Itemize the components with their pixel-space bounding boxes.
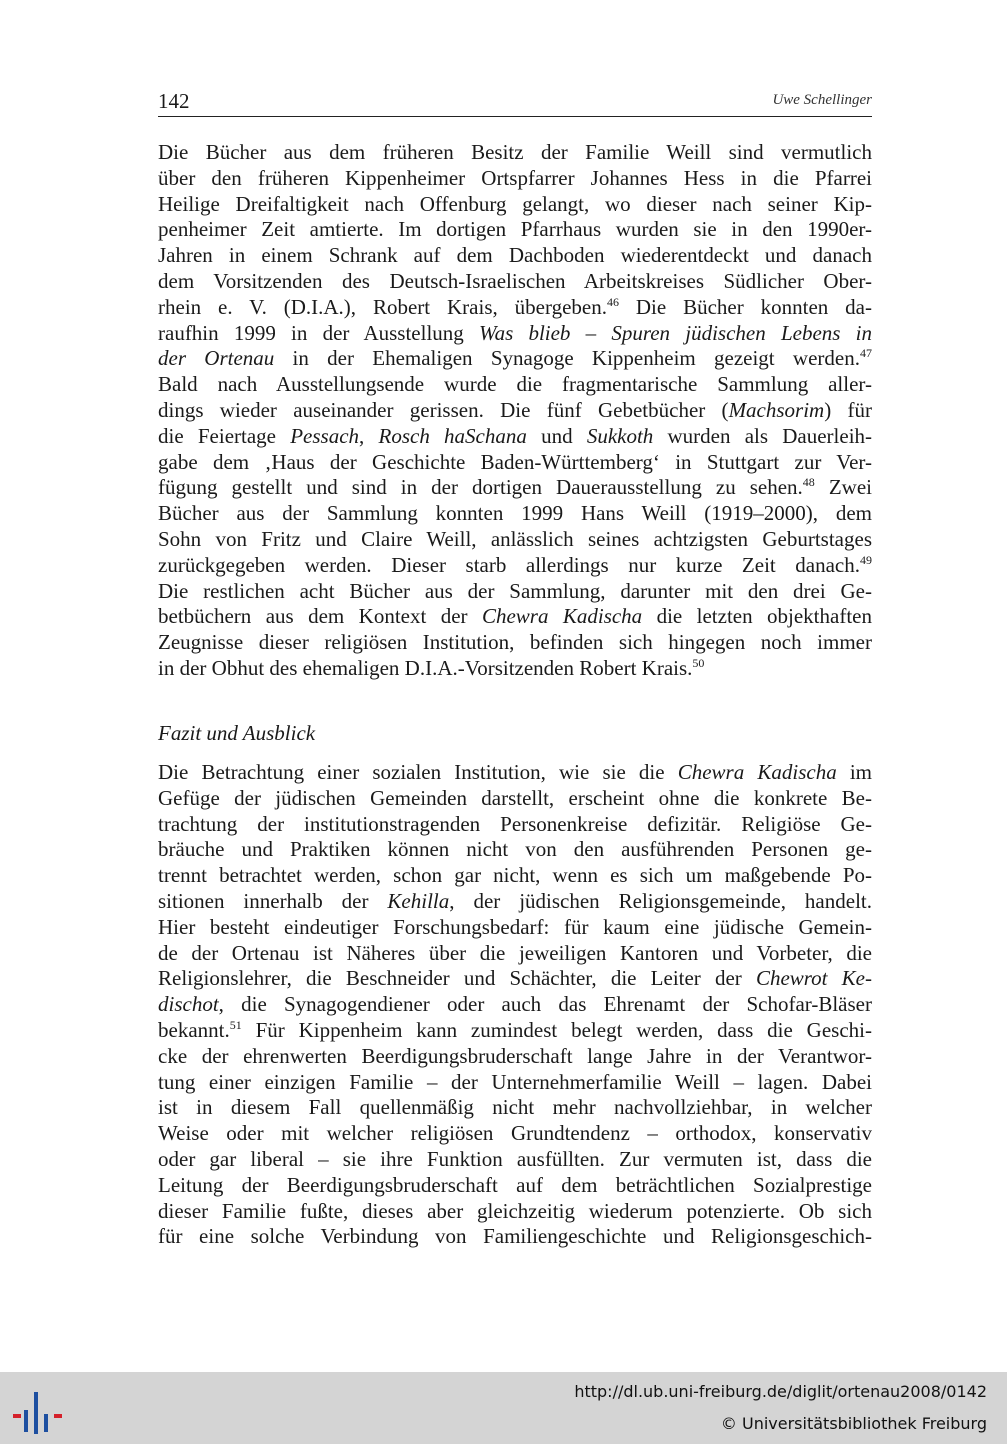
footnote-51: 51 [229, 1017, 242, 1032]
text-line: Leitung der Beerdigungsbruderschaft auf dem beträchtlichen Sozialprestige [158, 1172, 872, 1197]
footnote-50: 50 [692, 655, 705, 670]
text-line [158, 889, 872, 915]
text-line: de der Ortenau ist Näheres über die jeweiligen Kantoren und Vorbeter, die [158, 940, 872, 965]
text-run: in der Obhut des ehemaligen D.I.A.-Vorsitzenden Robert Krais. [158, 655, 693, 680]
text-line: Die Bücher aus dem früheren Besitz der Familie Weill sind vermutlich [158, 140, 872, 164]
text-line [158, 398, 872, 424]
text-run: bekannt. [158, 1017, 230, 1042]
text-line: trennt betrachtet werden, schon gar nicht, wenn es sich um maßgebende Po- [158, 863, 872, 888]
running-head-author: Uwe Schellinger [772, 92, 872, 108]
text-run: Die Bücher konnten da- [618, 294, 872, 319]
text-line [158, 992, 872, 1018]
text-run: sitionen innerhalb der [158, 888, 388, 913]
text-line: Jahren in einem Schrank auf dem Dachboden wiederentdeckt und danach [158, 243, 872, 268]
italic-term: Machsorim [728, 397, 825, 422]
text-run: fügung gestellt und sind in der dortigen Dauerausstellung zu sehen. [158, 475, 803, 500]
text-line: Heilige Dreifaltigkeit nach Offenburg gelangt, wo dieser nach seiner Kip- [158, 191, 872, 216]
text-line [158, 760, 872, 786]
text-line: Zeugnisse dieser religiösen Institution, befinden sich hingegen noch immer [158, 630, 872, 655]
text-line [158, 475, 872, 501]
text-run: die Feiertage [158, 423, 291, 448]
italic-term: Chewra Kadischa [677, 760, 837, 784]
text-line: über den früheren Kippenheimer Ortspfarrer Johannes Hess in die Pfarrei [158, 165, 872, 190]
text-run: raufhin 1999 in der Ausstellung [158, 320, 479, 345]
paragraph-2 [158, 760, 872, 1250]
text-line: Hier besteht eindeutiger Forschungsbedarf: für kaum eine jüdische Gemein- [158, 914, 872, 939]
text-line: dieser Familie fußte, dieses aber gleichzeitig wiederum potenzierte. Ob sich [158, 1198, 872, 1223]
copyright-notice: © Universitätsbibliothek Freiburg [720, 1414, 987, 1433]
text-line: Sohn von Fritz und Claire Weill, anlässlich seines achtzigsten Geburtstages [158, 526, 872, 551]
text-line [158, 656, 872, 682]
italic-term: Kehilla [387, 888, 450, 913]
text-line: gabe dem ‚Haus der Geschichte Baden-Württemberg‘ in Stuttgart zur Ver- [158, 449, 872, 474]
italic-term: Pessach [290, 423, 360, 448]
italic-term: Chewra Kadischa [481, 604, 643, 629]
text-line: bräuche und Praktiken können nicht von den ausführenden Personen ge- [158, 837, 872, 862]
italic-term: dischot [158, 992, 219, 1017]
text-run: Für Kippenheim kann zumindest belegt werden, dass die Geschi- [241, 1017, 872, 1042]
text-line [158, 346, 872, 372]
exhibition-title: Was blieb – Spuren jüdischen Lebens in [479, 320, 872, 345]
exhibition-title: der Ortenau [158, 346, 275, 371]
text-line: ist in diesem Fall quellenmäßig nicht mehr nachvollziehbar, in welcher [158, 1095, 872, 1120]
text-run: die letzten objekthaften [642, 604, 872, 629]
text-line: für eine solche Verbindung von Familiengeschichte und Religionsgeschich- [158, 1224, 872, 1249]
page-number: 142 [158, 89, 190, 113]
footnote-48: 48 [802, 475, 815, 490]
text-line [158, 1018, 872, 1044]
text-line: dem Vorsitzenden des Deutsch-Israelischen Arbeitskreises Südlicher Ober- [158, 268, 872, 293]
footer-bar [0, 1372, 1007, 1444]
text-line: Gefüge der jüdischen Gemeinden darstellt, erscheint ohne die konkrete Be- [158, 785, 872, 810]
text-run: rhein e. V. (D.I.A.), Robert Krais, übergeben. [158, 294, 607, 319]
footnote-47: 47 [859, 346, 872, 361]
text-line [158, 553, 872, 579]
text-line: tung einer einzigen Familie – der Unternehmerfamilie Weill – lagen. Dabei [158, 1069, 872, 1094]
text-line [158, 321, 872, 347]
paragraph-1 [158, 140, 872, 682]
text-line [158, 424, 872, 450]
text-run: , [359, 423, 379, 448]
text-line: Weise oder mit welcher religiösen Grundtendenz – orthodox, konservativ [158, 1121, 872, 1146]
text-run: wurden als Dauerleih- [653, 423, 873, 448]
italic-term: Chewrot Ke- [755, 966, 873, 991]
text-line: trachtung der institutionstragenden Personenkreise defizitär. Religiöse Ge- [158, 811, 872, 836]
text-run: im [836, 760, 873, 784]
italic-term: Sukkoth [586, 423, 654, 448]
footnote-49: 49 [860, 552, 872, 567]
text-line [158, 604, 872, 630]
text-line [158, 966, 872, 992]
text-run: Die Betrachtung einer sozialen Institution, wie sie die [158, 760, 678, 784]
text-line: Bücher aus der Sammlung konnten 1999 Hans Weill (1919–2000), dem [158, 501, 872, 526]
section-heading: Fazit und Ausblick [158, 721, 316, 745]
text-run: Religionslehrer, die Beschneider und Schächter, die Leiter der [158, 966, 756, 991]
italic-term: Rosch haSchana [378, 423, 527, 448]
text-run: ) für [824, 397, 872, 422]
text-line: Bald nach Ausstellungsende wurde die fragmentarische Sammlung aller- [158, 372, 872, 397]
text-line: Die restlichen acht Bücher aus der Sammlung, darunter mit den drei Ge- [158, 578, 872, 603]
page-header [158, 88, 872, 117]
text-run: dings wieder auseinander gerissen. Die fünf Gebetbücher ( [158, 397, 729, 422]
document-url-link[interactable]: http://dl.ub.uni-freiburg.de/diglit/ortenau2008/0142 [574, 1382, 987, 1401]
text-line: penheimer Zeit amtierte. Im dortigen Pfarrhaus wurden sie in den 1990er- [158, 217, 872, 242]
text-line [158, 295, 872, 321]
text-run: , die Synagogendiener oder auch das Ehrenamt der Schofar-Bläser [218, 992, 872, 1017]
text-line: cke der ehrenwerten Beerdigungsbruderschaft lange Jahre in der Verantwor- [158, 1043, 872, 1068]
library-logo-icon [12, 1384, 66, 1436]
text-run: und [526, 423, 587, 448]
text-run: in der Ehemaligen Synagoge Kippenheim gezeigt werden. [274, 346, 860, 371]
text-run: zurückgegeben werden. Dieser starb allerdings nur kurze Zeit danach. [158, 552, 860, 577]
text-run: betbüchern aus dem Kontext der [158, 604, 482, 629]
text-run: , der jüdischen Religionsgemeinde, handelt. [449, 888, 872, 913]
text-run: Zwei [814, 475, 872, 500]
text-line: oder gar liberal – sie ihre Funktion ausfüllten. Zur vermuten ist, dass die [158, 1146, 872, 1171]
footnote-46: 46 [606, 294, 619, 309]
